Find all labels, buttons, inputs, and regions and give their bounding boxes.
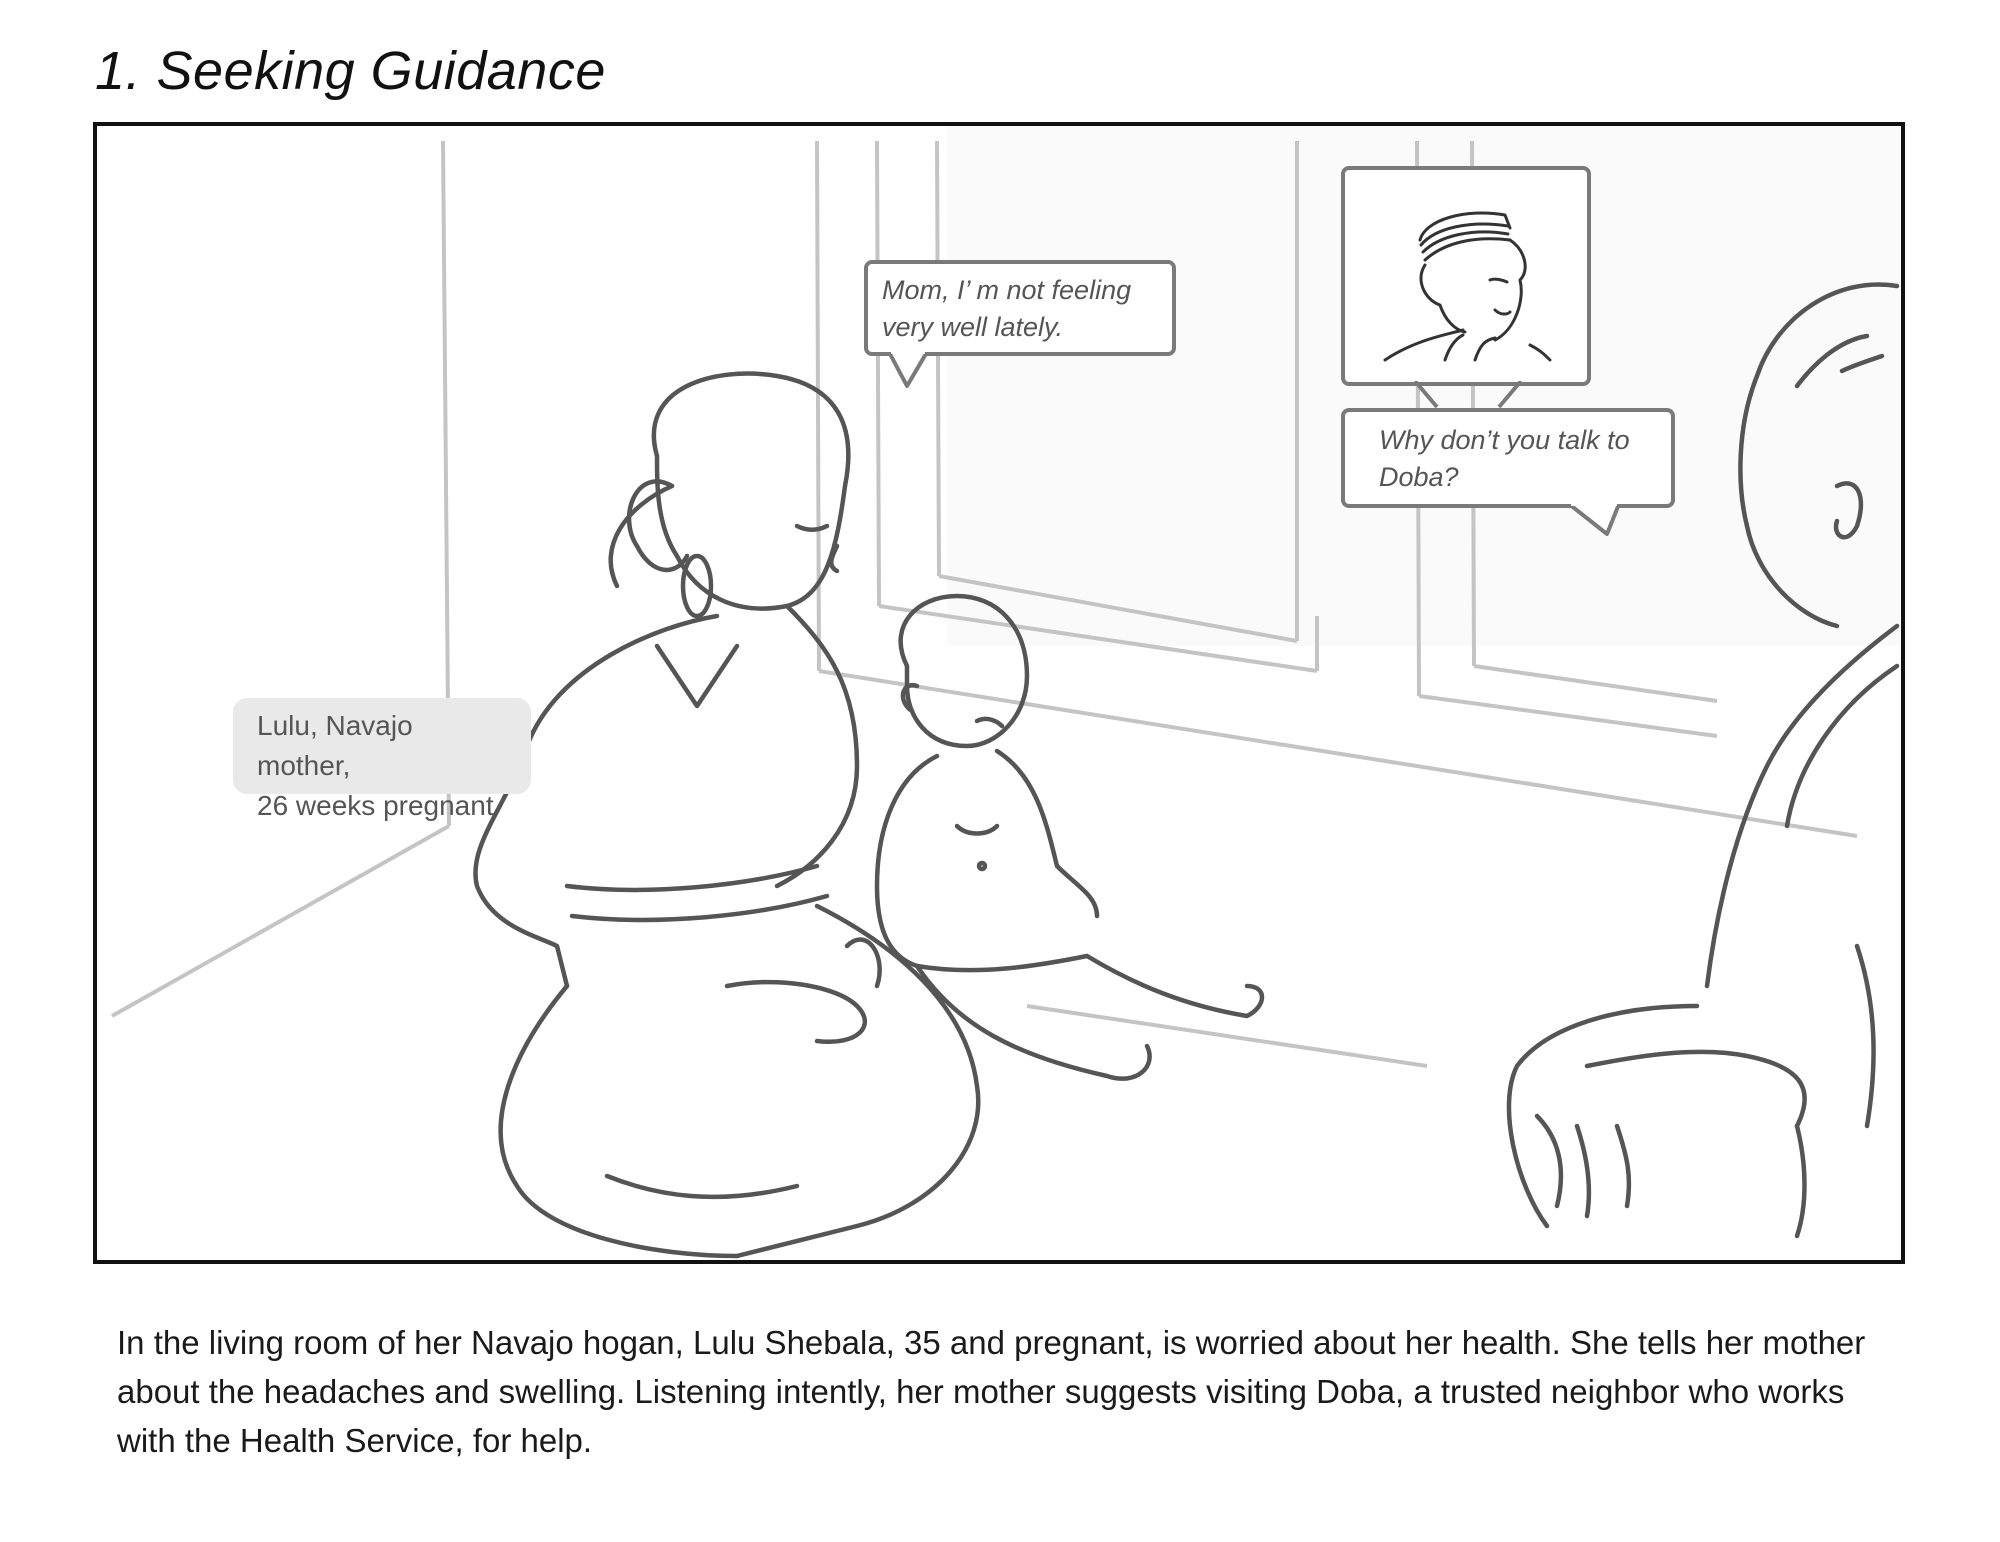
panel-title: 1. Seeking Guidance [95, 41, 606, 101]
lulu-figure [475, 374, 978, 1256]
portrait-connector [1413, 381, 1523, 411]
speech-tail-lulu [887, 352, 937, 392]
label-line-2: 26 weeks pregnant [257, 790, 494, 821]
character-label-lulu [233, 698, 531, 821]
child-figure [877, 596, 1262, 1079]
comic-panel [93, 122, 1905, 1264]
speech-line-2: very well lately. [882, 312, 1064, 342]
panel-caption [117, 1318, 1907, 1465]
speech-tail-mother [1567, 504, 1637, 544]
speech-line-1: Why don’t you talk to [1379, 425, 1630, 455]
label-line-1: Lulu, Navajo mother, [257, 710, 413, 781]
speech-line-2: Doba? [1379, 462, 1459, 492]
speech-line-1: Mom, I’ m not feeling [882, 275, 1132, 305]
doba-portrait-box [1341, 166, 1591, 386]
speech-bubble-lulu [864, 260, 1176, 356]
caption-text: In the living room of her Navajo hogan, Lulu Shebala, 35 and pregnant, is worried about her health. She tells her mother about the headaches and swelling. Listening intently, her mother suggests visiting Doba, a trusted neighbor who works with the Health Service, for help. [117, 1324, 1866, 1459]
speech-bubble-mother [1341, 408, 1675, 508]
doba-portrait-icon [1345, 170, 1587, 382]
